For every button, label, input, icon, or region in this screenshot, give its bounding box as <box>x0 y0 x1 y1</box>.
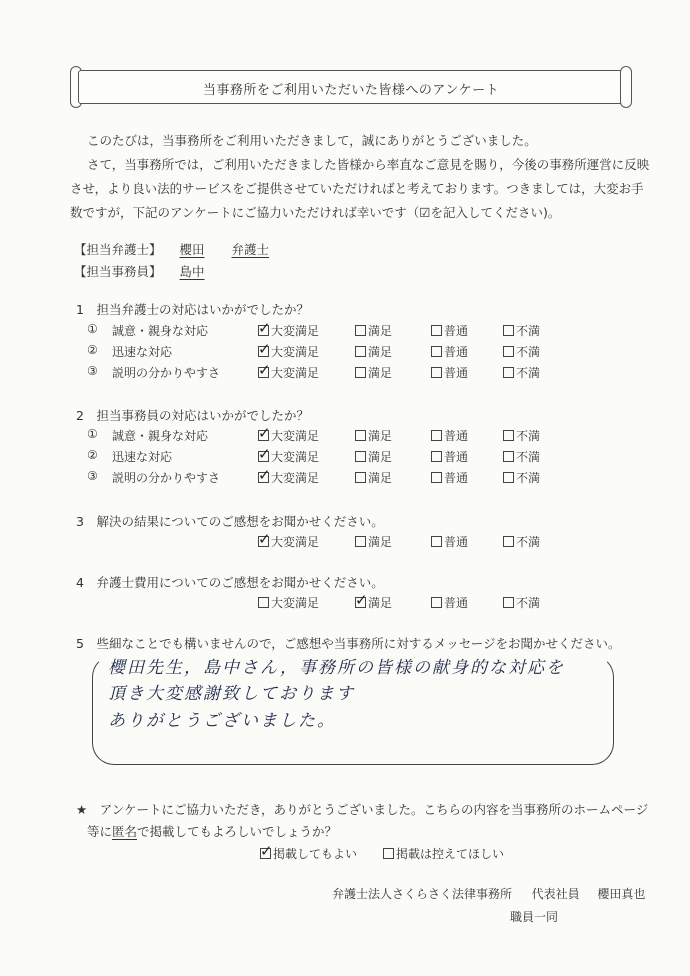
title-banner <box>70 66 632 106</box>
staff-sign: 職員一同 <box>510 910 559 924</box>
q1-row-3-option-label-3: 普通 <box>444 366 469 380</box>
q4-row-option-3[interactable] <box>431 594 468 611</box>
q1-row-3-checkbox-4[interactable] <box>503 367 514 378</box>
q2-row-2-option-4[interactable] <box>503 448 540 465</box>
q4-row-checkbox-4[interactable] <box>503 597 514 608</box>
q1-row-1-option-label-1: 大変満足 <box>271 324 320 338</box>
q1-row-2-option-label-1: 大変満足 <box>271 345 320 359</box>
q1-row-2-option-label-3: 普通 <box>444 345 469 359</box>
q2-row-3-option-label-2: 満足 <box>368 471 393 485</box>
comment-line-3: ありがとうございました。 <box>108 711 336 731</box>
q2-row-2-option-1[interactable] <box>258 448 319 465</box>
q1-row-2-option-3[interactable] <box>431 343 468 360</box>
q1-row-2-checkbox-1[interactable] <box>258 346 269 357</box>
q2-row-1-option-label-1: 大変満足 <box>271 429 320 443</box>
q2-row-2-option-label-3: 普通 <box>444 450 469 464</box>
q4-row-option-label-4: 不満 <box>516 596 541 610</box>
q2-row-2-option-label-2: 満足 <box>368 450 393 464</box>
q2-row-2-checkbox-4[interactable] <box>503 451 514 462</box>
q3-row-option-label-2: 満足 <box>368 535 393 549</box>
q2-row-2-checkbox-2[interactable] <box>355 451 366 462</box>
q1-row-2-option-label-2: 満足 <box>368 345 393 359</box>
q2-row-3-option-3[interactable] <box>431 469 468 486</box>
publish-ok-label: 掲載してもよい <box>273 847 358 861</box>
clerk-line <box>74 262 228 280</box>
intro-line-4: 数ですが，下記のアンケートにご協力いただければ幸いです（☑を記入してください)。 <box>70 205 561 220</box>
publish-ng-checkbox[interactable] <box>383 848 394 859</box>
q2-title: 2 担当事務員の対応はいかがでしたか？ <box>76 408 309 423</box>
q4-row-option-1[interactable] <box>258 594 319 611</box>
q2-row-1-checkbox-1[interactable] <box>258 430 269 441</box>
q1-row-3-option-label-1: 大変満足 <box>271 366 320 380</box>
q4-row-option-label-1: 大変満足 <box>271 596 320 610</box>
q1-row-1-label: 誠意・親身な対応 <box>112 324 209 338</box>
q3-row-checkbox-3[interactable] <box>431 536 442 547</box>
q1-row-3-option-3[interactable] <box>431 364 468 381</box>
q1-row-3-number: ③ <box>87 364 98 378</box>
q2-row-1-checkbox-2[interactable] <box>355 430 366 441</box>
intro-line-1: このたびは，当事務所をご利用いただきまして，誠にありがとうございました。 <box>87 133 537 148</box>
firm-name: 弁護士法人さくらさく法律事務所 <box>332 887 513 901</box>
q1-row-1-checkbox-1[interactable] <box>258 325 269 336</box>
q3-title: 3 解決の結果についてのご感想をお聞かせください。 <box>76 514 384 529</box>
lawyer-label: 【担当弁護士】 <box>74 242 162 257</box>
q1-row-1-option-3[interactable] <box>431 322 468 339</box>
q4-row-option-label-2: 満足 <box>368 596 393 610</box>
q1-row-3-checkbox-1[interactable] <box>258 367 269 378</box>
q1-row-2-label: 迅速な対応 <box>112 345 173 359</box>
q1-row-1-option-label-3: 普通 <box>444 324 469 338</box>
q1-row-1-checkbox-3[interactable] <box>431 325 442 336</box>
q2-row-3-option-label-3: 普通 <box>444 471 469 485</box>
q1-row-1-checkbox-2[interactable] <box>355 325 366 336</box>
publish-pre: 等に <box>87 824 113 839</box>
q4-row-option-label-3: 普通 <box>444 596 469 610</box>
q1-row-1-option-4[interactable] <box>503 322 540 339</box>
q1-row-3-label: 説明の分かりやすさ <box>112 366 221 380</box>
comment-line-1: 櫻田先生，島中さん，事務所の皆様の献身的な対応を <box>108 658 566 678</box>
signature-name: 櫻田真也 <box>597 887 646 901</box>
q2-row-3-checkbox-2[interactable] <box>355 472 366 483</box>
q2-row-1-option-4[interactable] <box>503 427 540 444</box>
q1-row-3-option-1[interactable] <box>258 364 319 381</box>
lawyer-name: 櫻田 <box>179 242 205 257</box>
q2-row-3-option-2[interactable] <box>355 469 392 486</box>
publish-post: で掲載してもよろしいでしょうか？ <box>137 824 338 839</box>
q1-row-2-option-label-4: 不満 <box>516 345 541 359</box>
q1-row-3-checkbox-3[interactable] <box>431 367 442 378</box>
q1-row-3-option-label-4: 不満 <box>516 366 541 380</box>
q2-row-1-number: ① <box>87 427 98 441</box>
signature-line <box>332 885 645 902</box>
q2-row-1-option-label-3: 普通 <box>444 429 469 443</box>
q2-row-3-option-1[interactable] <box>258 469 319 486</box>
q1-row-2-checkbox-4[interactable] <box>503 346 514 357</box>
publish-ok-checkbox[interactable] <box>260 848 271 859</box>
q2-row-3-checkbox-3[interactable] <box>431 472 442 483</box>
q2-row-1-option-2[interactable] <box>355 427 392 444</box>
publish-anonymous: 匿名 <box>112 824 138 839</box>
q3-row-option-2[interactable] <box>355 533 392 550</box>
q3-row-checkbox-4[interactable] <box>503 536 514 547</box>
q2-row-1-checkbox-3[interactable] <box>431 430 442 441</box>
q2-row-2-checkbox-3[interactable] <box>431 451 442 462</box>
q2-row-2-option-2[interactable] <box>355 448 392 465</box>
publish-ok-option[interactable] <box>260 845 357 862</box>
page-title: 当事務所をご利用いただいた皆様へのアンケート <box>202 83 500 98</box>
q2-row-1-option-label-4: 不満 <box>516 429 541 443</box>
q1-row-2-option-2[interactable] <box>355 343 392 360</box>
q4-row-option-2[interactable] <box>355 594 392 611</box>
q3-row-option-label-3: 普通 <box>444 535 469 549</box>
comment-line-2: 頂き大変感謝致しております <box>108 684 355 704</box>
q2-row-3-number: ③ <box>87 469 98 483</box>
publish-ng-option[interactable] <box>383 845 504 862</box>
q2-row-1-option-1[interactable] <box>258 427 319 444</box>
q1-row-2-number: ② <box>87 343 98 357</box>
q1-row-2-checkbox-3[interactable] <box>431 346 442 357</box>
q2-row-2-option-3[interactable] <box>431 448 468 465</box>
q1-row-1-option-2[interactable] <box>355 322 392 339</box>
q2-row-2-label: 迅速な対応 <box>112 450 173 464</box>
clerk-label: 【担当事務員】 <box>74 264 162 279</box>
q4-row-checkbox-2[interactable] <box>355 597 366 608</box>
q2-row-2-checkbox-1[interactable] <box>258 451 269 462</box>
q1-title: 1 担当弁護士の対応はいかがでしたか？ <box>76 302 309 317</box>
intro-line-3: させ，より良い法的サービスをご提供させていただければと考えております。つきましては，大変お手 <box>70 181 644 196</box>
q1-row-3-checkbox-2[interactable] <box>355 367 366 378</box>
q2-row-1-option-label-2: 満足 <box>368 429 393 443</box>
q2-row-1-checkbox-4[interactable] <box>503 430 514 441</box>
clerk-name: 島中 <box>179 264 205 279</box>
lawyer-line <box>74 240 269 258</box>
q2-row-2-option-label-1: 大変満足 <box>271 450 320 464</box>
q1-row-3-option-4[interactable] <box>503 364 540 381</box>
q4-row-checkbox-1[interactable] <box>258 597 269 608</box>
publish-ng-label: 掲載は控えてほしい <box>396 847 505 861</box>
q2-row-1-option-3[interactable] <box>431 427 468 444</box>
q1-row-2-option-1[interactable] <box>258 343 319 360</box>
q3-row-option-4[interactable] <box>503 533 540 550</box>
q3-row-checkbox-1[interactable] <box>258 536 269 547</box>
q3-row-option-3[interactable] <box>431 533 468 550</box>
q1-row-2-option-4[interactable] <box>503 343 540 360</box>
q3-row-option-1[interactable] <box>258 533 319 550</box>
intro-line-2: さて，当事務所では，ご利用いただきました皆様から率直なご意見を賜り，今後の事務所運営に反映 <box>87 157 650 172</box>
q2-row-3-checkbox-1[interactable] <box>258 472 269 483</box>
q1-row-2-checkbox-2[interactable] <box>355 346 366 357</box>
q1-row-1-checkbox-4[interactable] <box>503 325 514 336</box>
lawyer-suffix: 弁護士 <box>231 242 269 257</box>
q1-row-3-option-2[interactable] <box>355 364 392 381</box>
q2-row-2-number: ② <box>87 448 98 462</box>
q2-row-3-option-4[interactable] <box>503 469 540 486</box>
q3-row-checkbox-2[interactable] <box>355 536 366 547</box>
q1-row-1-option-1[interactable] <box>258 322 319 339</box>
q1-row-1-option-label-2: 満足 <box>368 324 393 338</box>
q1-row-1-number: ① <box>87 322 98 336</box>
q2-row-3-option-label-1: 大変満足 <box>271 471 320 485</box>
q4-title: 4 弁護士費用についてのご感想をお聞かせください。 <box>76 575 384 590</box>
publish-line-1: ★ アンケートにご協力いただき，ありがとうございました。こちらの内容を当事務所のホームページ <box>76 802 649 817</box>
q4-row-option-4[interactable] <box>503 594 540 611</box>
publish-line-2 <box>87 822 337 840</box>
q2-row-3-checkbox-4[interactable] <box>503 472 514 483</box>
q2-row-1-label: 誠意・親身な対応 <box>112 429 209 443</box>
q2-row-3-label: 説明の分かりやすさ <box>112 471 221 485</box>
q4-row-checkbox-3[interactable] <box>431 597 442 608</box>
q3-row-option-label-1: 大変満足 <box>271 535 320 549</box>
q2-row-2-option-label-4: 不満 <box>516 450 541 464</box>
q3-row-option-label-4: 不満 <box>516 535 541 549</box>
q2-row-3-option-label-4: 不満 <box>516 471 541 485</box>
q1-row-3-option-label-2: 満足 <box>368 366 393 380</box>
signature-role: 代表社員 <box>531 887 580 901</box>
q1-row-1-option-label-4: 不満 <box>516 324 541 338</box>
q5-title: 5 些細なことでも構いませんので，ご感想や当事務所に対するメッセージをお聞かせください。 <box>76 636 621 651</box>
